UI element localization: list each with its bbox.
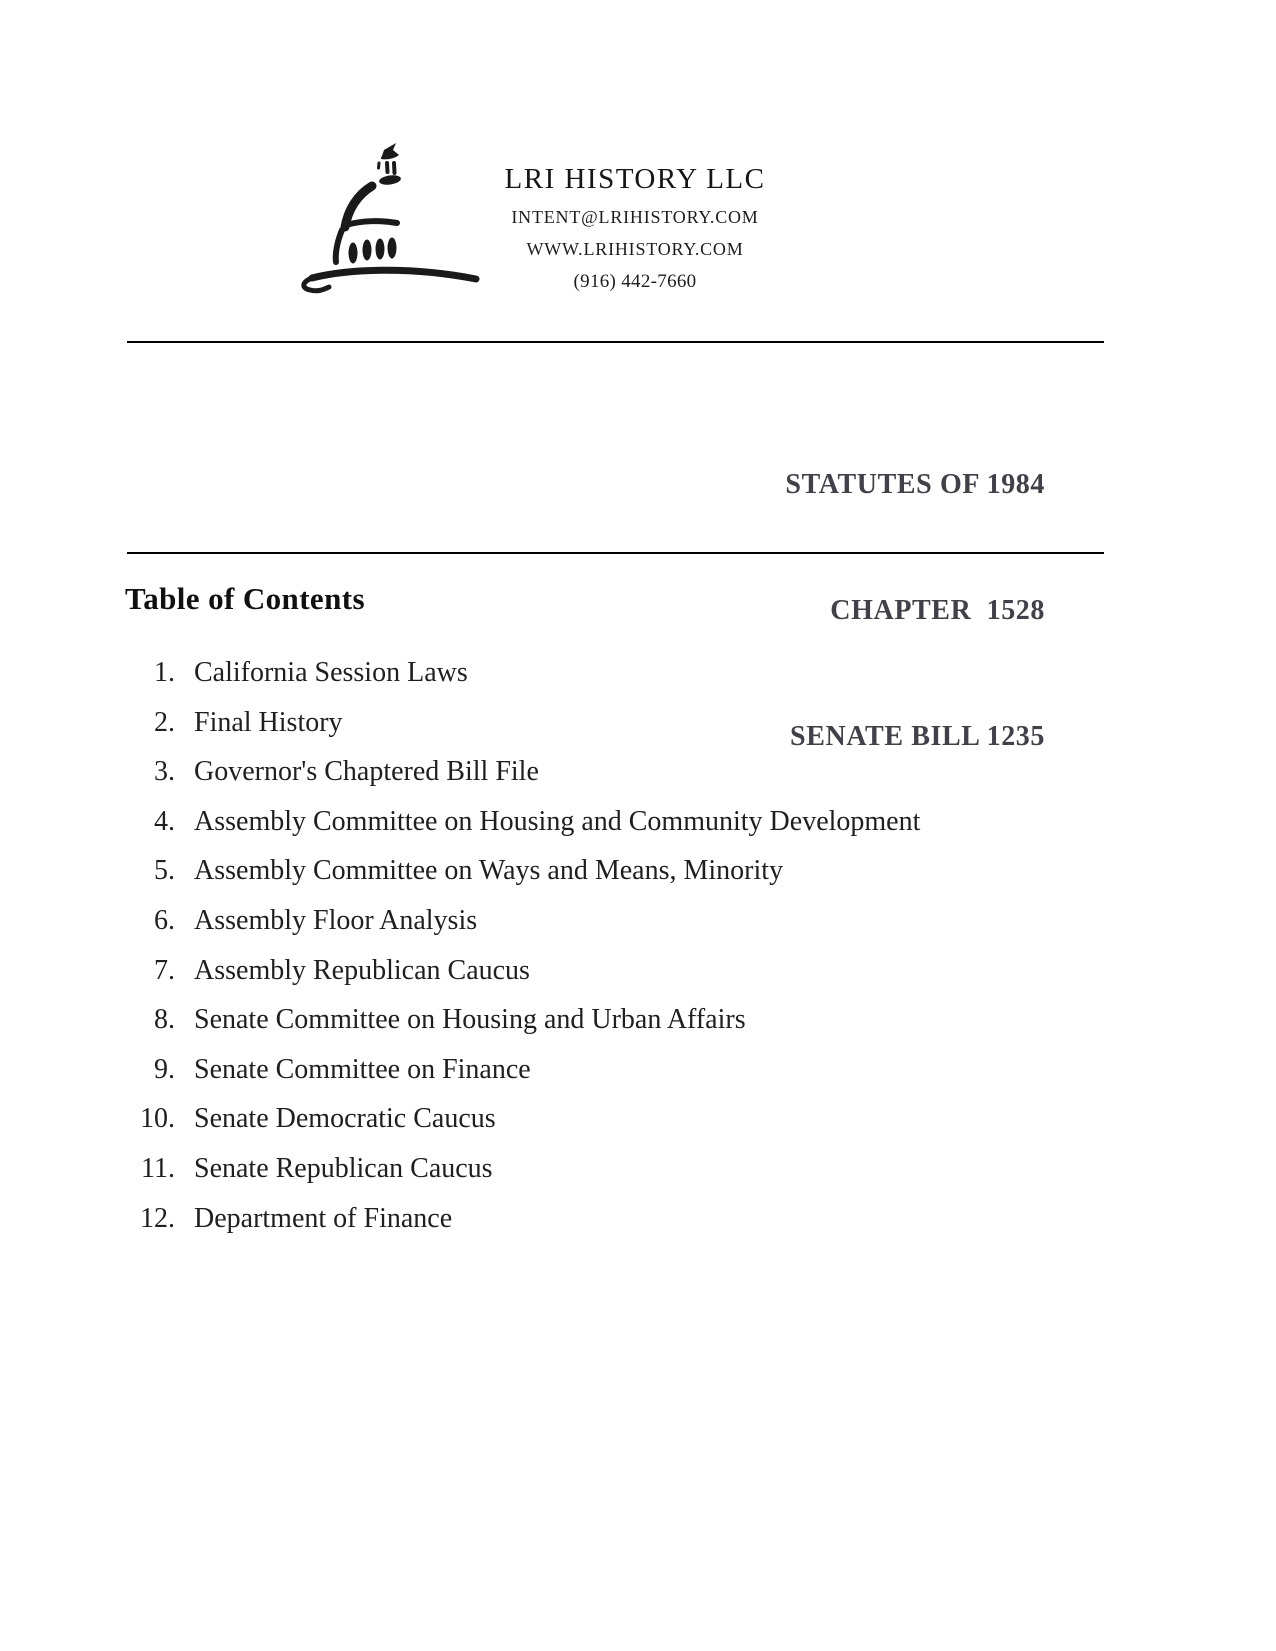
toc-item	[125, 797, 920, 847]
toc-item	[125, 1194, 920, 1244]
toc-item-number: 9.	[154, 1053, 175, 1085]
statutes-line: STATUTES OF 1984	[785, 469, 1045, 500]
toc-item-label: Assembly Committee on Housing and Community Development	[194, 805, 921, 837]
toc-item-number: 10.	[140, 1103, 175, 1135]
toc-item	[125, 1144, 920, 1194]
toc-item-label: Senate Republican Caucus	[194, 1152, 493, 1184]
toc-item-label: Final History	[194, 706, 343, 738]
toc-item-number: 6.	[154, 904, 175, 936]
toc-item-number: 12.	[140, 1202, 175, 1234]
toc-item	[125, 946, 920, 996]
toc-item-number: 4.	[154, 805, 175, 837]
toc-item-label: Senate Democratic Caucus	[194, 1103, 496, 1135]
toc-item-number: 3.	[154, 756, 175, 788]
toc-list	[125, 648, 920, 1243]
toc-item-label: Senate Committee on Housing and Urban Affairs	[194, 1004, 746, 1036]
toc-item	[125, 846, 920, 896]
divider-top	[127, 341, 1104, 343]
toc-item	[125, 698, 920, 748]
toc-item-number: 1.	[154, 657, 175, 688]
senate-bill-line: SENATE BILL 1235	[790, 721, 1045, 752]
toc-item	[125, 1045, 920, 1095]
company-website: WWW.LRIHISTORY.COM	[526, 239, 744, 259]
toc-item-label: Department of Finance	[194, 1202, 453, 1234]
toc-item-label: Senate Committee on Finance	[194, 1053, 531, 1085]
toc-item	[125, 648, 920, 698]
toc-heading: Table of Contents	[125, 581, 365, 616]
company-phone: (916) 442-7660	[573, 271, 697, 292]
toc-item-number: 2.	[154, 706, 175, 738]
toc-item-label: Assembly Floor Analysis	[194, 904, 478, 936]
toc-item-number: 11.	[141, 1152, 175, 1184]
toc-item-label: California Session Laws	[194, 657, 468, 688]
chapter-line: CHAPTER 1528	[830, 595, 1045, 626]
toc-item-label: Assembly Committee on Ways and Means, Minority	[194, 855, 784, 887]
toc-item-label: Governor's Chaptered Bill File	[194, 756, 539, 788]
company-email: INTENT@LRIHISTORY.COM	[511, 207, 759, 227]
company-name: LRI HISTORY LLC	[504, 163, 766, 195]
toc-item	[125, 747, 920, 797]
toc-item-number: 5.	[154, 855, 175, 887]
toc-item	[125, 896, 920, 946]
toc-item	[125, 995, 920, 1045]
toc-item-number: 8.	[154, 1004, 175, 1036]
toc-item-label: Assembly Republican Caucus	[194, 954, 530, 986]
toc-item	[125, 1094, 920, 1144]
toc-item-number: 7.	[154, 954, 175, 986]
